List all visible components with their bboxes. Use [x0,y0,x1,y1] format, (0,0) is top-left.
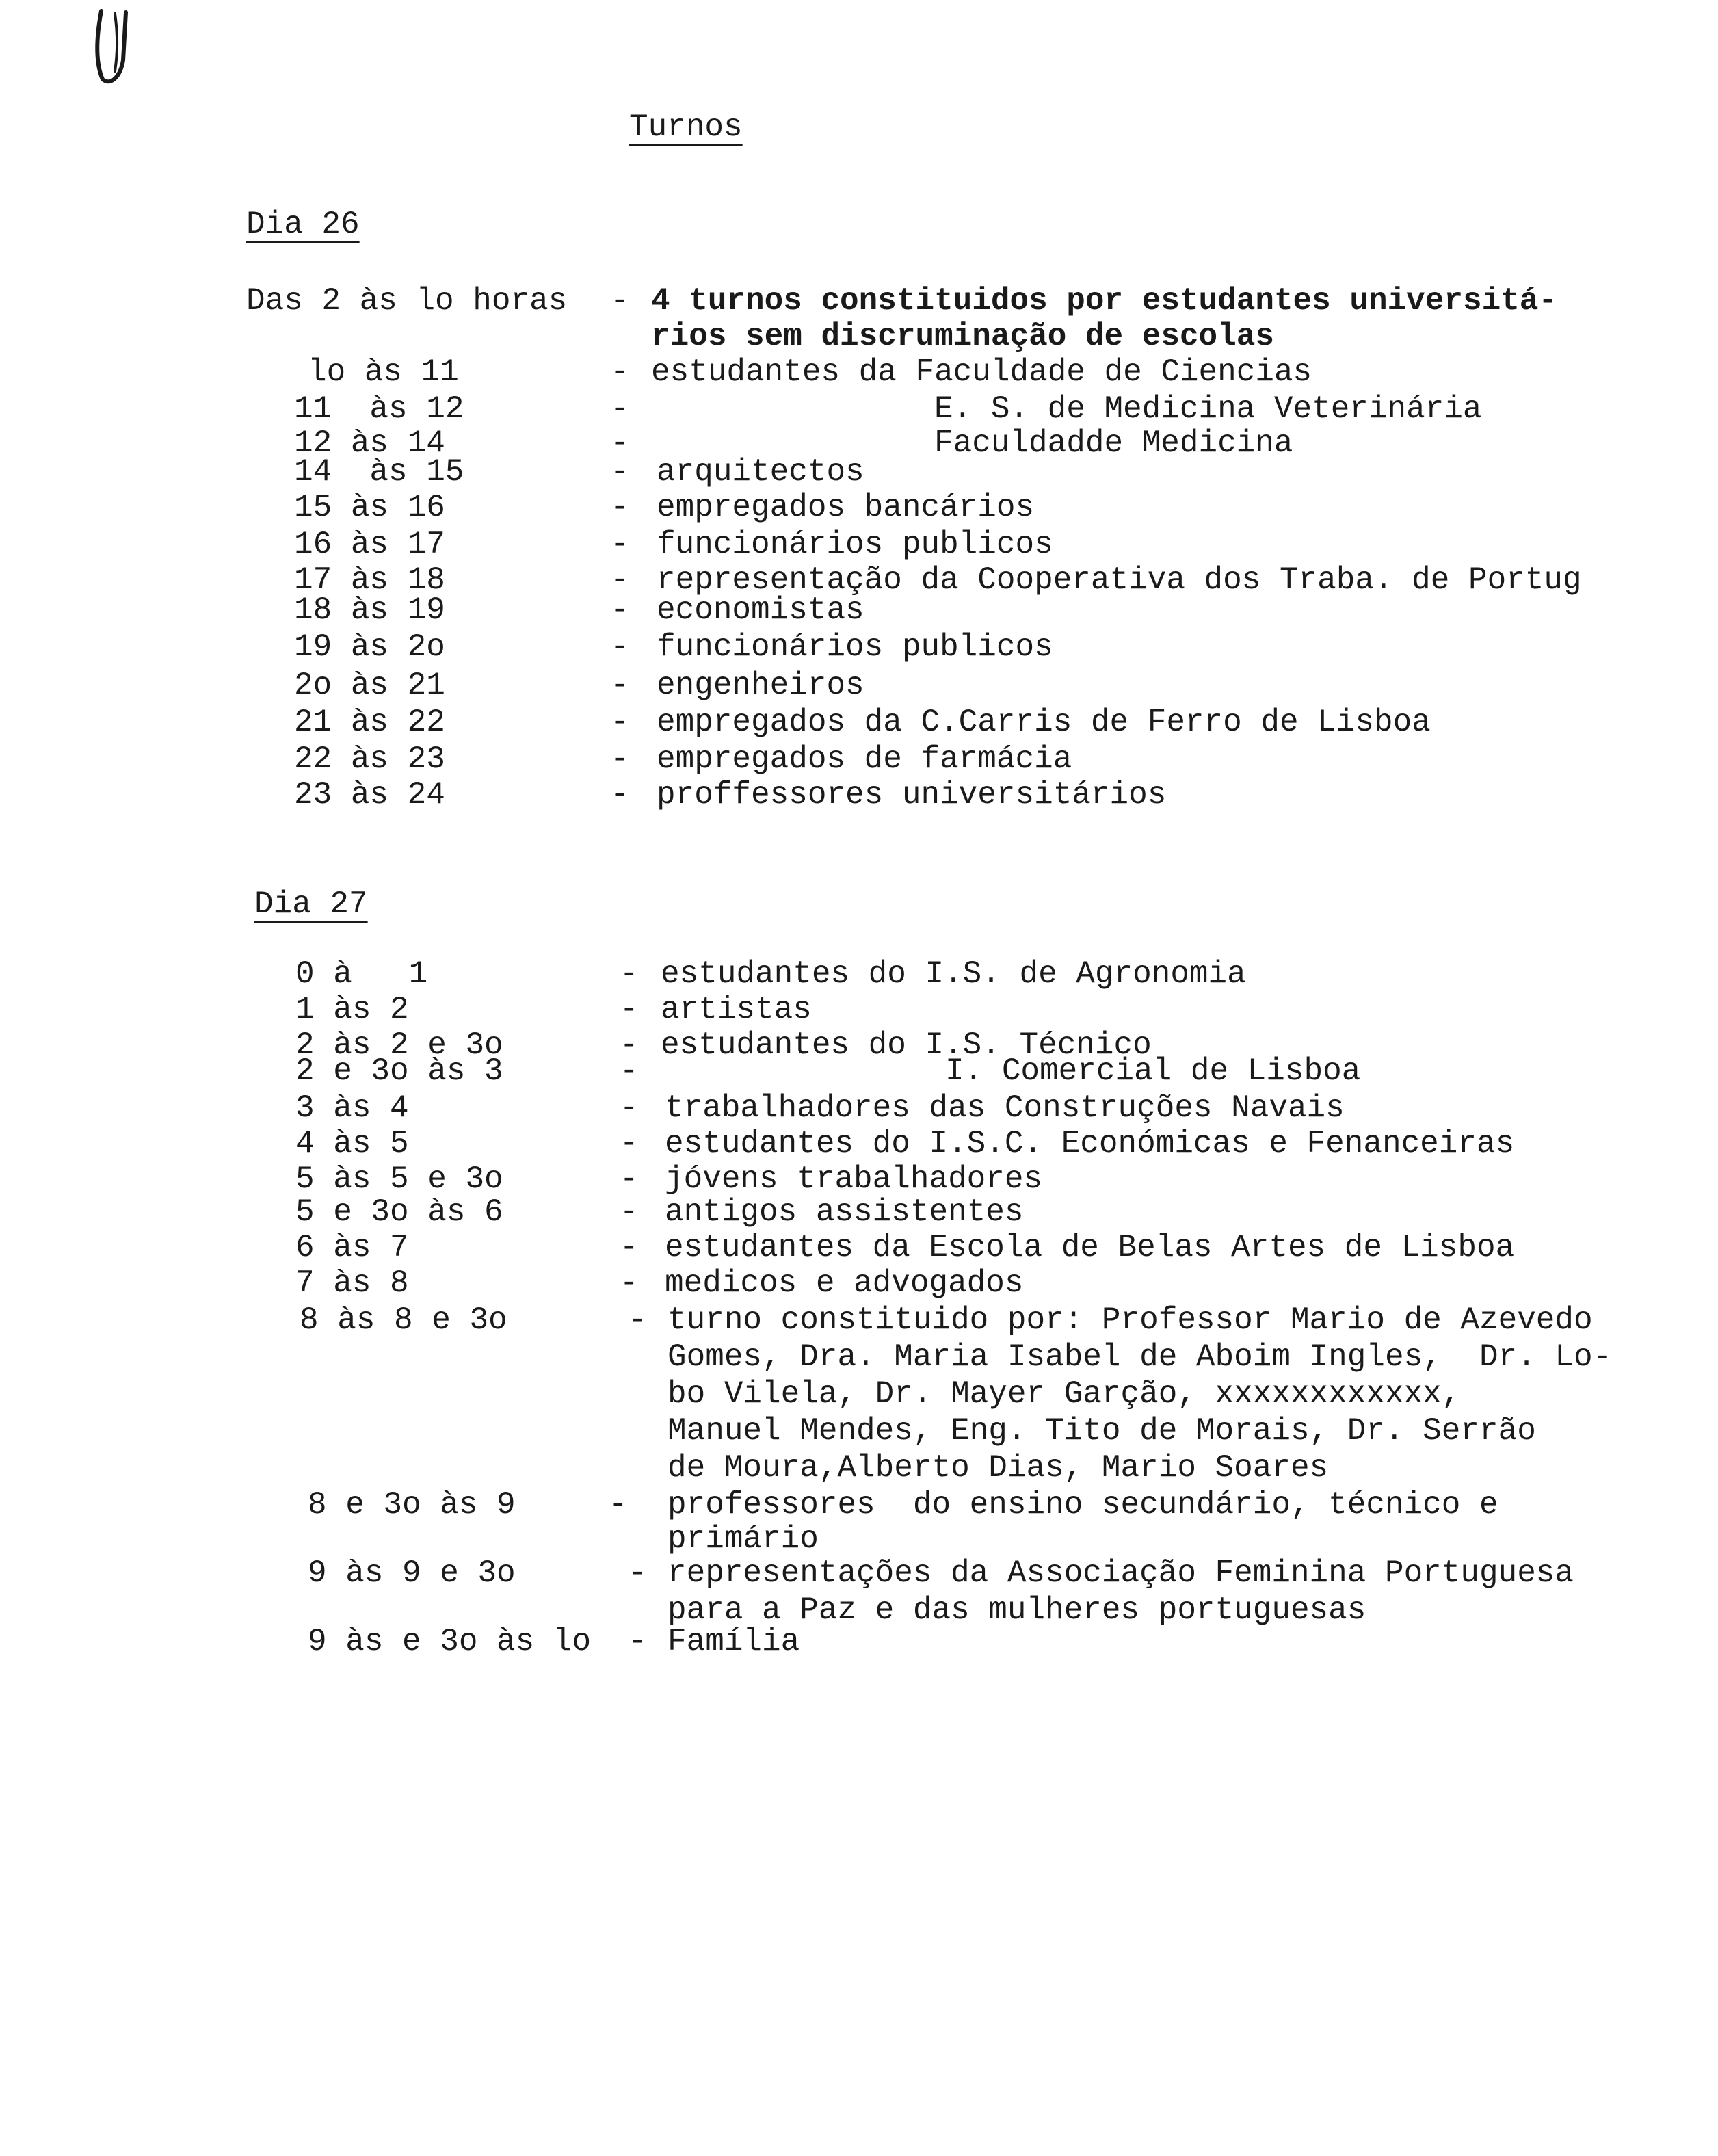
shift-description: empregados da C.Carris de Ferro de Lisboa [657,705,1431,740]
page-title: Turnos [629,109,743,145]
shift-description: proffessores universitários [657,777,1167,813]
row-dash: - [610,354,629,390]
time-slot: 11 às 12 [294,391,464,427]
row-dash: - [620,1194,639,1230]
time-slot: 16 às 17 [294,527,445,562]
shift-description: 4 turnos constituidos por estudantes universitá- [651,283,1558,319]
row-dash: - [620,1265,639,1301]
time-slot: 9 às 9 e 3o [308,1555,516,1591]
row-dash: - [610,283,629,319]
row-dash: - [610,668,629,703]
shift-description-continuation: bo Vilela, Dr. Mayer Garção, xxxxxxxxxxxx, [668,1376,1461,1412]
time-slot: 21 às 22 [294,705,445,740]
time-slot: 9 às e 3o às lo [308,1624,592,1659]
shift-description: representações da Associação Feminina Portuguesa [668,1555,1574,1591]
row-dash: - [620,1161,639,1197]
row-dash: - [628,1302,647,1338]
shift-description: estudantes do I.S. de Agronomia [661,956,1246,992]
shift-description: arquitectos [657,454,864,490]
shift-description-continuation: Gomes, Dra. Maria Isabel de Aboim Ingles, Dr. Lo- [668,1339,1612,1375]
day-heading-26: Dia 26 [246,207,360,242]
time-slot: Das 2 às lo horas [246,283,568,319]
time-slot: 15 às 16 [294,490,445,525]
shift-description: antigos assistentes [665,1194,1024,1230]
row-dash: - [628,1624,647,1659]
shift-description: jóvens trabalhadores [665,1161,1043,1197]
row-dash: - [620,1027,639,1063]
shift-description: funcionários publicos [657,527,1053,562]
shift-description: representação da Cooperativa dos Traba. de Portug [657,562,1582,598]
row-dash: - [610,592,629,628]
time-slot: 5 e 3o às 6 [295,1194,503,1230]
shift-description: professores do ensino secundário, técnico e [668,1487,1498,1523]
time-slot: 17 às 18 [294,562,445,598]
row-dash: - [620,1230,639,1265]
shift-description: trabalhadores das Construções Navais [665,1090,1345,1126]
time-slot: 14 às 15 [294,454,464,490]
time-slot: 19 às 2o [294,629,445,665]
row-dash: - [610,705,629,740]
time-slot: 18 às 19 [294,592,445,628]
shift-description-continuation: Manuel Mendes, Eng. Tito de Morais, Dr. Serrão [668,1413,1536,1449]
row-dash: - [620,992,639,1027]
time-slot: 8 às 8 e 3o [300,1302,507,1338]
row-dash: - [609,1487,628,1523]
shift-description: E. S. de Medicina Veterinária [934,391,1482,427]
shift-description: Faculdadde Medicina [934,425,1293,461]
shift-description-continuation: rios sem discruminação de escolas [651,319,1274,354]
shift-description: Família [668,1624,800,1659]
shift-description: artistas [661,992,812,1027]
row-dash: - [610,777,629,813]
row-dash: - [610,562,629,598]
row-dash: - [620,1126,639,1161]
shift-description: engenheiros [657,668,864,703]
row-dash: - [610,629,629,665]
shift-description: medicos e advogados [665,1265,1024,1301]
schedule-row [0,777,1718,955]
time-slot: 2 às 2 e 3o [295,1027,503,1063]
time-slot: 6 às 7 [295,1230,409,1265]
row-dash: - [610,527,629,562]
row-dash: - [610,454,629,490]
shift-description: economistas [657,592,864,628]
row-dash: - [610,391,629,427]
shift-description: estudantes do I.S.C. Económicas e Fenanceiras [665,1126,1515,1161]
row-dash: - [620,1090,639,1126]
time-slot: 7 às 8 [295,1265,409,1301]
time-slot: 12 às 14 [294,425,445,461]
row-dash: - [610,490,629,525]
time-slot: lo às 11 [308,354,459,390]
day-heading-27: Dia 27 [254,886,368,922]
shift-description: I. Comercial de Lisboa [945,1053,1361,1089]
row-dash: - [620,1053,639,1089]
time-slot: 2 e 3o às 3 [295,1053,503,1089]
time-slot: 2o às 21 [294,668,445,703]
time-slot: 1 às 2 [295,992,409,1027]
time-slot: 3 às 4 [295,1090,409,1126]
shift-description: empregados de farmácia [657,741,1072,777]
row-dash: - [628,1555,647,1591]
shift-description: empregados bancários [657,490,1035,525]
handwritten-initial-mark [88,5,149,88]
time-slot: 0 à 1 [295,956,428,992]
shift-description-continuation: de Moura,Alberto Dias, Mario Soares [668,1450,1329,1486]
time-slot: 5 às 5 e 3o [295,1161,503,1197]
time-slot: 8 e 3o às 9 [308,1487,516,1523]
schedule-row [0,1624,1718,1802]
row-dash: - [610,741,629,777]
shift-description: estudantes do I.S. Técnico [661,1027,1152,1063]
shift-description-continuation: para a Paz e das mulheres portuguesas [668,1592,1366,1628]
time-slot: 4 às 5 [295,1126,409,1161]
shift-description: estudantes da Escola de Belas Artes de Lisboa [665,1230,1515,1265]
time-slot: 22 às 23 [294,741,445,777]
time-slot: 23 às 24 [294,777,445,813]
row-dash: - [610,425,629,461]
shift-description: turno constituido por: Professor Mario de Azevedo [668,1302,1593,1338]
row-dash: - [620,956,639,992]
shift-description-continuation: primário [668,1521,819,1557]
shift-description: funcionários publicos [657,629,1053,665]
shift-description: estudantes da Faculdade de Ciencias [651,354,1312,390]
